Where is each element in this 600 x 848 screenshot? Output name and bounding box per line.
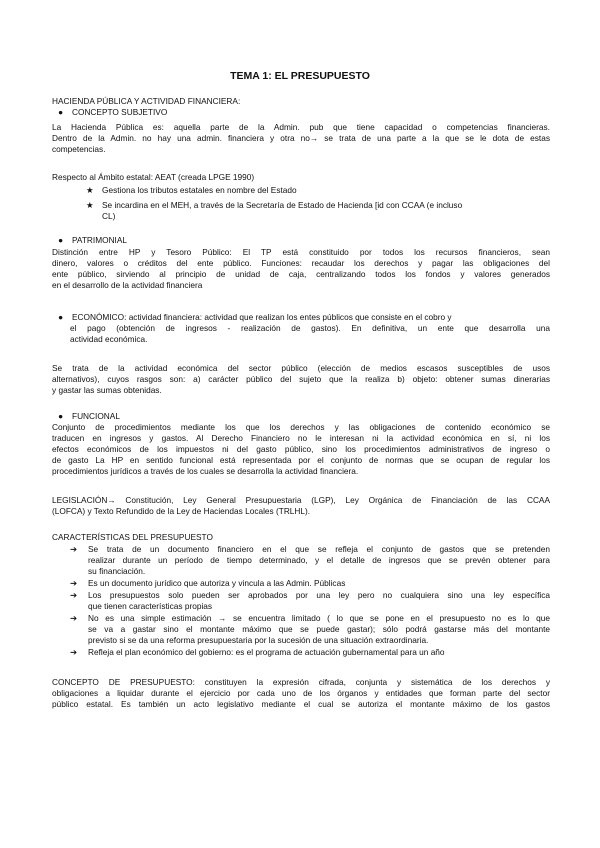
paragraph-line: traducen en ingresos y gastos. Al Derecho Financiero no le interesan ni la actividad económica en sí, ni los [52,433,550,443]
arrow-item-cont: se va a gastar sino el montante máximo que se puede gastar); sólo podrá gastarse más del montante [88,624,550,634]
bullet-icon: ● [58,312,64,322]
arrow-item: Los presupuestos solo pueden ser aprobados por una ley pero no cualquiera sino una ley específica [88,590,550,600]
paragraph-line: en el desarrollo de la actividad financiera [52,280,203,290]
arrow-item: Refleja el plan económico del gobierno: es el programa de actuación gubernamental para un año [88,647,445,657]
paragraph-line: obligaciones a liquidar durante el ejercicio por cada uno de los órganos y entidades que forman parte del sector [52,688,550,698]
paragraph-line: el pago (obtención de ingresos - realización de gastos). En definitiva, un ente que desarrolla una [70,323,550,333]
paragraph-line: Conjunto de procedimientos mediante los que los derechos y las obligaciones de contenido económico se [52,422,550,432]
bullet-icon: ● [58,107,64,117]
paragraph-line: (LOFCA) y Texto Refundido de la Ley de Haciendas Locales (TRLHL). [52,506,311,516]
paragraph-line: efectos económicos de los impuestos ni del gasto público, sino los procedimientos administrativos de ingreso o [52,444,550,454]
paragraph-line: procedimientos jurídicos a través de los cuales se desarrolla la actividad financiera. [52,466,359,476]
arrow-icon: ➔ [70,647,77,657]
star-icon: ★ [86,185,94,195]
arrow-icon: ➔ [70,578,77,588]
arrow-item: Es un documento jurídico que autoriza y vincula a las Admin. Públicas [88,578,346,588]
arrow-icon: ➔ [70,613,77,623]
star-icon: ★ [86,200,94,210]
bullet-economico: ● ECONÓMICO: actividad financiera: actividad que realizan los entes públicos que consiste en el cobro y [58,312,452,322]
paragraph-line: ente público, sirviendo al principio de unidad de caja, centralizando todos los fondos y valores generados [52,269,550,279]
arrow-item-cont: que tienen características propias [88,601,213,611]
star-item: Se incardina en el MEH, a través de la Secretaría de Estado de Hacienda [id con CCAA (e incluso [102,200,463,210]
paragraph-line: LEGISLACIÓN→ Constitución, Ley General Presupuestaria (LGP), Ley Orgánica de Financiación de las CCAA [52,495,550,505]
arrow-item-cont: su financiación. [88,566,146,576]
bullet-icon: ● [58,235,64,245]
star-item-cont: CL) [102,211,116,221]
paragraph-line: actividad económica. [70,334,148,344]
arrow-icon: ➔ [70,590,77,600]
paragraph-line: de gasto La HP en sentido funcional está representada por el conjunto de normas que se ocupan de regular los [52,455,550,465]
paragraph-line: público estatal. Es también un acto legislativo mediante el cual se autoriza el montante máximo de los gastos [52,699,550,709]
star-item: Gestiona los tributos estatales en nombre del Estado [102,185,297,195]
bullet-funcional: ● FUNCIONAL [58,411,120,421]
ambito-line: Respecto al Ámbito estatal: AEAT (creada LPGE 1990) [52,172,255,182]
arrow-icon: ➔ [70,544,77,554]
arrow-item-cont: previsto si se da una reforma presupuestaria por la sucesión de una situación extraordinaria. [88,635,429,645]
bullet-icon: ● [58,411,64,421]
bullet-patrimonial: ● PATRIMONIAL [58,235,128,245]
paragraph-line: La Hacienda Pública es: aquella parte de la Admin. pub que tiene capacidad o competencias financieras. [52,122,550,132]
arrow-item-cont: realizar durante un período de tiempo determinado, y el detalle de ingresos que se prevén obtener para [88,555,550,565]
paragraph-line: Se trata de la actividad económica del sector público (elección de medios escasos susceptibles de usos [52,363,550,373]
bullet-concepto-subjetivo: ● CONCEPTO SUBJETIVO [58,107,168,117]
heading-caracteristicas: CARACTERÍSTICAS DEL PRESUPUESTO [52,532,213,542]
paragraph-line: CONCEPTO DE PRESUPUESTO: constituyen la expresión cifrada, conjunta y sistemática de los derechos y [52,677,550,687]
paragraph-line: competencias. [52,144,106,154]
heading-hacienda: HACIENDA PÚBLICA Y ACTIVIDAD FINANCIERA: [52,96,241,106]
paragraph-line: alternativos), cuyos rasgos son: a) carácter público del sujeto que la realiza b) objeto: obtener sumas dinerarias [52,374,550,384]
paragraph-line: Distinción entre HP y Tesoro Público: El TP está constituido por todos los recursos financieros, sean [52,247,550,257]
page-title: TEMA 1: EL PRESUPUESTO [230,70,370,82]
arrow-item: Se trata de un documento financiero en el que se refleja el conjunto de gastos que se pretenden [88,544,550,554]
paragraph-line: Dentro de la Admin. no hay una admin. financiera y otra no→ se trata de una parte a la que se le dota de estas [52,133,550,143]
paragraph-line: dinero, valores o créditos del ente público. Funciones: recaudar los derechos y pagar las obligaciones del [52,258,550,268]
arrow-item: No es una simple estimación → se encuentra limitado ( lo que se pone en el presupuesto no es lo que [88,613,550,623]
paragraph-line: y gastar las sumas obtenidas. [52,385,162,395]
